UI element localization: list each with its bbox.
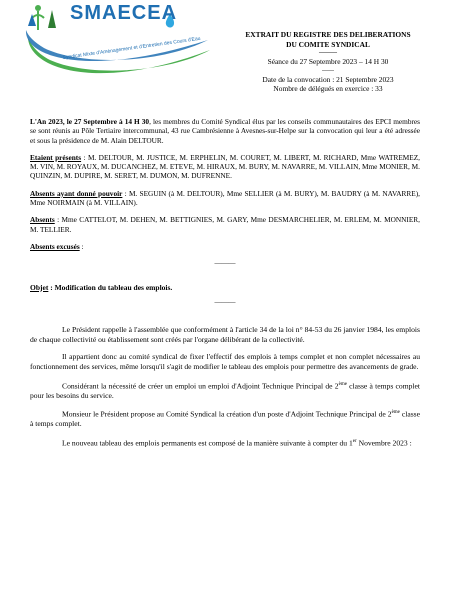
absents-paragraph xyxy=(30,215,420,234)
intro-text: , les membres du Comité Syndical élus par les conseils communautaires des EPCI membres se sont réunis au Pôle Tertiaire intercommunal, 43 rue Cambrésienne à Avesnes-sur-Helpe sur la convocation qui leur a été adressée et sous la présidence de M. Alain DELTOUR. xyxy=(30,117,420,145)
header-separator-1: ——— xyxy=(319,50,337,57)
paragraph-1: Le Président rappelle à l'assemblée que conformément à l'article 34 de la loi n° 84-53 du 26 janvier 1984, les emplois de chaque collectivité ou établissement sont créés par l'organe délibérant de la collectivité. xyxy=(30,325,420,344)
paragraph-4-sup: ème xyxy=(391,410,400,416)
smaecea-logo xyxy=(20,0,220,82)
seance-date: Séance du 27 Septembre 2023 – 14 H 30 xyxy=(267,57,389,67)
absents-text: : Mme CATTELOT, M. DEHEN, M. BETTIGNIES, M. GARY, Mme DESMARCHELIER, M. ERLEM, M. MONNIER, M. TELLIER. xyxy=(30,215,420,234)
pouvoir-label: Absents ayant donné pouvoir xyxy=(30,188,123,198)
presents-text: : M. DELTOUR, M. JUSTICE, M. ERPHELIN, M. COURET, M. LIBERT, M. RICHARD, Mme WATREMEZ, M. VIN, M. ROYAUX, M. DUCANCHEZ, M. ETEVE, M. HIRAUX, M. BURY, M. NAVARRE, M. VILLAIN, Mme MONIER, M. QUINZIN, M. DUPIRE, M. SERET, M. DUMON, M. DUFRENNE. xyxy=(30,152,421,181)
paragraph-5 xyxy=(30,437,420,448)
paragraph-4 xyxy=(30,408,420,429)
objet-label: Objet xyxy=(30,282,49,292)
header-separator-2: ------ xyxy=(322,67,334,74)
paragraph-5-text-b: Novembre 2023 : xyxy=(356,438,412,448)
objet-line xyxy=(30,283,420,292)
intro-paragraph xyxy=(30,117,420,145)
logo-subtitle: Syndicat Mixte d'Aménagement et d'Entretien des Cours d'Eau xyxy=(62,35,201,62)
presents-paragraph xyxy=(30,153,420,181)
excuses-text: : xyxy=(79,241,84,251)
paragraph-3-sup: ème xyxy=(338,381,347,387)
pouvoir-paragraph xyxy=(30,189,420,208)
excuses-paragraph xyxy=(30,242,420,251)
intro-lead: L'An 2023, le 27 Septembre à 14 H 30 xyxy=(30,117,150,126)
absents-label: Absents xyxy=(30,215,55,225)
divider-2: ——— xyxy=(214,297,236,306)
divider-1: ——— xyxy=(214,259,236,268)
delegates-count: Nombre de délégués en exercice : 33 xyxy=(273,84,383,94)
logo-region: AVESNOIS xyxy=(120,60,154,67)
paragraph-5-text-a: Le nouveau tableau des emplois permanents est composé de la manière suivante à compter du 1 xyxy=(62,438,353,448)
deliberation-body xyxy=(30,117,420,456)
pouvoir-text: : M. SEGUIN (à M. DELTOUR), Mme SELLIER (à M. BURY), M. BAUDRY (à M. NAVARRE), Mme NOIRMAIN (à M. VILLAIN). xyxy=(30,188,421,208)
paragraph-2: Il appartient donc au comité syndical de fixer l'effectif des emplois à temps complet et non complet nécessaires au fonctionnement des services, même lorsqu'il s'agit de modifier le tableau des emplois pour permettre des avancements de grade. xyxy=(30,352,420,371)
paragraph-3-text-a: Considérant la nécessité de créer un emploi un emploi d'Adjoint Technique Principal de 2 xyxy=(62,381,339,391)
presents-label: Etaient présents xyxy=(30,152,82,162)
objet-text: : Modification du tableau des emplois. xyxy=(48,282,173,292)
paragraph-3 xyxy=(30,380,420,401)
convocation-date: Date de la convocation : 21 Septembre 2023 xyxy=(262,74,394,84)
logo-title: SMAECEA xyxy=(70,2,178,24)
registry-header xyxy=(228,30,428,94)
paragraph-3-text-b: classe à temps complet pour les besoins du service. xyxy=(30,381,420,400)
header-line1: EXTRAIT DU REGISTRE DES DELIBERATIONS xyxy=(245,30,411,39)
paragraph-4-text-a: Monsieur le Président propose au Comité Syndical la création d'un poste d'Adjoint Technique Principal de 2 xyxy=(62,409,392,419)
header-line2: DU COMITE SYNDICAL xyxy=(286,39,370,49)
paragraph-5-sup: er xyxy=(352,438,357,444)
paragraph-4-text-b: classe à temps complet. xyxy=(30,409,421,429)
excuses-label: Absents excusés xyxy=(30,241,80,251)
